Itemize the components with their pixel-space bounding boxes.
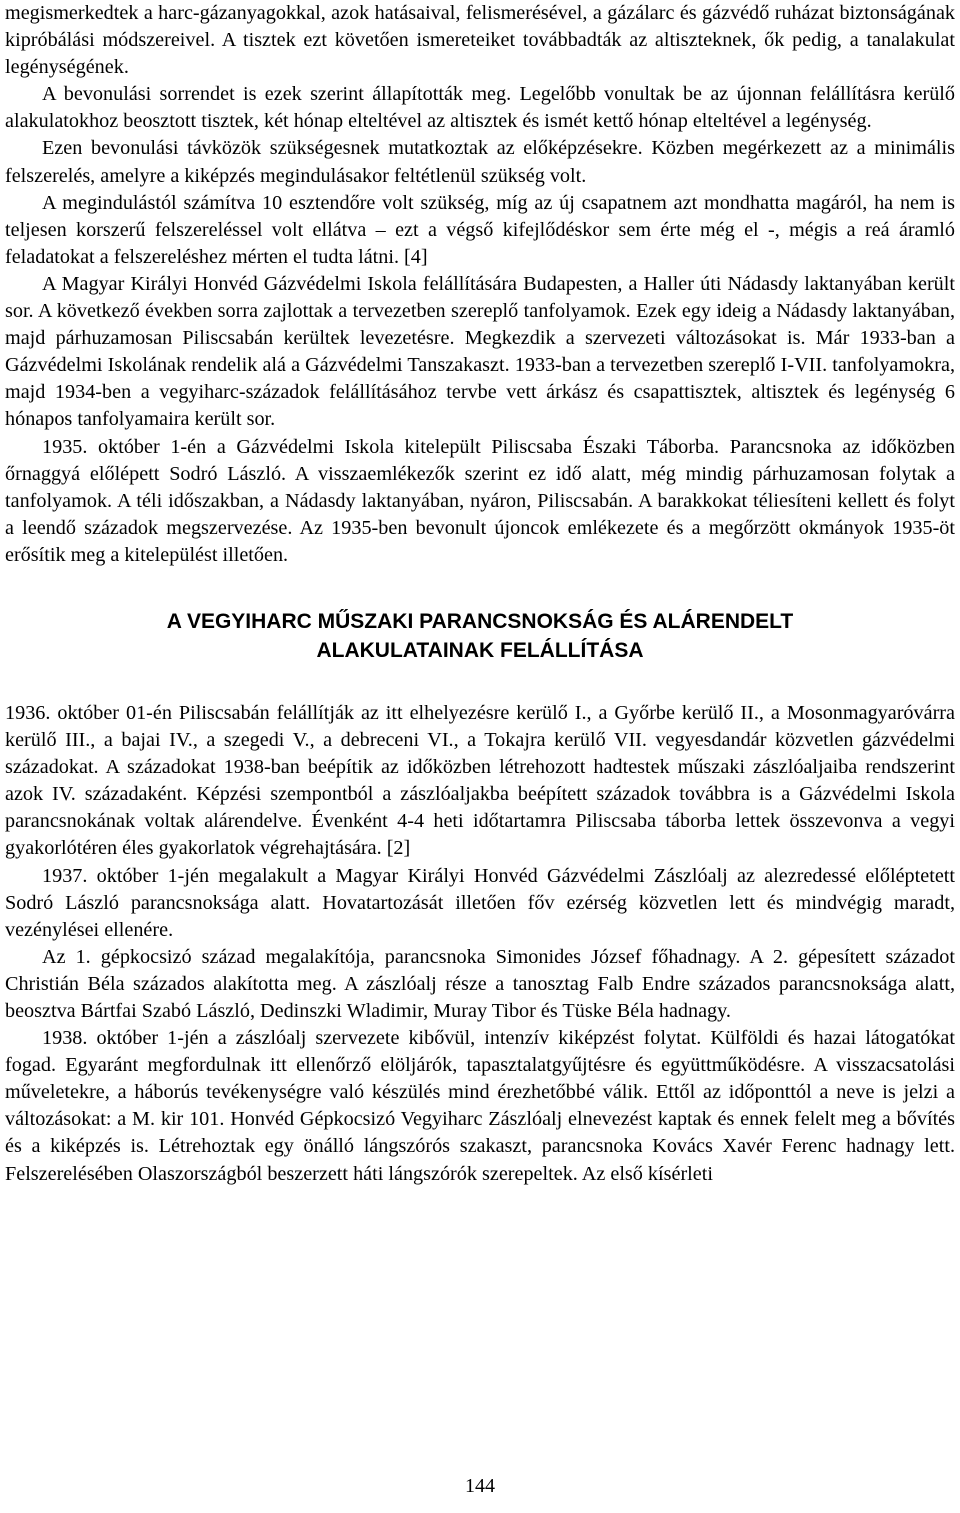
section-heading-line-1: A VEGYIHARC MŰSZAKI PARANCSNOKSÁG ÉS ALÁRENDELT	[166, 609, 794, 633]
paragraph-1937-battalion: 1937. október 1-jén megalakult a Magyar Királyi Honvéd Gázvédelmi Zászlóalj az alezredessé előléptetett Sodró László parancsnoksága alatt. Hovatartozását illetően főv ezérség közvetlen lett és mindvégig maradt, vezénylései ellenére.	[5, 864, 955, 941]
paragraph-gas-defense-school: A Magyar Királyi Honvéd Gázvédelmi Iskola felállítására Budapesten, a Haller úti Nádasdy laktanyában került sor. A következő években sorra zajlottak a tervezetben szereplő tanfolyamok. Ezek egy ideig a Nádasdy laktanyában, majd párhuzamosan Piliscsabán kerültek levezetésre. Megkezdik a szervezeti változásokat is. Már 1933-ban a Gázvédelmi Iskolának rendelik alá a Gázvédelmi Tanszakaszt. 1933-ban a tervezetben szereplő I-VII. tanfolyamokra, majd 1934-ben a vegyiharc-századok felállításához tervbe vett árkász és csapattisztek, altisztek és legénység 6 hónapos tanfolyamaira került sor.	[5, 272, 955, 431]
document-page	[5, 0, 955, 1188]
paragraph-continuation: megismerkedtek a harc-gázanyagokkal, azok hatásaival, felismerésével, a gázálarc és gázvédő ruházat biztonságának kipróbálási módszereivel. A tisztek ezt követően ismereteiket továbbadták az altiszteknek, ők pedig, a tanalakulat legénységének.	[5, 2, 955, 79]
section-spacer-top	[5, 569, 955, 607]
paragraph-1935-relocation: 1935. október 1-én a Gázvédelmi Iskola kitelepült Piliscsaba Északi Táborba. Parancsnoka az időközben őrnaggyá előlépett Sodró László. A visszaemlékezők szerint ez idő alatt, még mindig párhuzamosan folytak a tanfolyamok. A téli időszakban, a Nádasdy laktanyában, nyáron, Piliscsabán. A barakkokat téliesíteni kellett és folyt a leendő századok megszervezése. Az 1935-ben bevonult újoncok emlékezete és a megőrzött okmányok 1935-öt erősítik meg a kitelepülést illetően.	[5, 435, 955, 566]
section-heading-line-2: ALAKULATAINAK FELÁLLÍTÁSA	[316, 638, 644, 662]
paragraph-1938-expansion: 1938. október 1-jén a zászlóalj szervezete kibővül, intenzív kiképzést folytat. Külföldi és hazai látogatókat fogad. Egyaránt megfordulnak itt ellenőrző elöljárók, tapasztalatgyűjtésre és együttműködésre. A visszacsatolási műveletekre, a háborús tevékenységre való készülés mind érezhetőbbé válik. Ettől az időponttól a neve is jelzi a változásokat: a M. kir 101. Honvéd Gépkocsizó Vegyiharc Zászlóalj elnevezést kaptak és ennek felelt meg a bővítés és a kiképzés is. Létrehoztak egy önálló lángszórós szakaszt, parancsnoka Kovács Xavér Ferenc hadnagy lett. Felszerelésében Olaszországból beszerzett háti lángszórók szerepeltek. Az első kísérleti	[5, 1027, 955, 1185]
paragraph-1936-companies: 1936. október 01-én Piliscsabán felállítják az itt elhelyezésre kerülő I., a Győrbe kerülő II., a Mosonmagyaróvárra kerülő III., a bajai IV., a szegedi V., a debreceni VI., a Tokajra kerülő VII. vegyesdandár közvetlen gázvédelmi századokat. A századokat 1938-ban beépítik az időközben létrehozott hadtestek műszaki zászlóaljaiba rendszerint azok IV. századaként. Képzési szempontból a zászlóaljakba beépített századok továbbra is a Gázvédelmi Iskola parancsnokának voltak alárendelve. Évenként 4-4 heti időtartamra Piliscsaba táborba lettek összevonva a vegyi gyakorlótéren éles gyakorlatok végrehajtására. [2]	[5, 701, 955, 860]
paragraph-enlistment-intervals: Ezen bevonulási távközök szükségesnek mutatkoztak az előképzésekre. Közben megérkezett az a minimális felszerelés, amelyre a kiképzés megindulásakor feltétlenül szükség volt.	[5, 137, 955, 187]
section-heading	[5, 607, 955, 665]
paragraph-ten-years: A megindulástól számítva 10 esztendőre volt szükség, míg az új csapatnem azt mondhatta magáról, ha nem is teljesen korszerű felszereléssel volt ellátva – ezt a végső kifejlődéskor sem érte még el -, mégis a reá áramló feladatokat a felszereléshez mérten el tudta látni. [4]	[5, 191, 955, 268]
section-spacer-bottom	[5, 665, 955, 700]
paragraph-first-company: Az 1. gépkocsizó század megalakítója, parancsnoka Simonides József főhadnagy. A 2. gépesített századot Christián Béla százados alakította meg. A zászlóalj része a tanosztag Falb Endre százados parancsnoksága alatt, beosztva Bártfai Szabó László, Dedinszki Wladimir, Muray Tibor és Tüske Béla hadnagy.	[5, 945, 955, 1022]
page-number: 144	[465, 1475, 495, 1497]
paragraph-enlistment-order: A bevonulási sorrendet is ezek szerint állapították meg. Legelőbb vonultak be az újonnan felállításra kerülő alakulatokhoz beosztott tisztek, két hónap elteltével az altisztek és ismét kettő hónap elteltével a legénység.	[5, 83, 955, 133]
